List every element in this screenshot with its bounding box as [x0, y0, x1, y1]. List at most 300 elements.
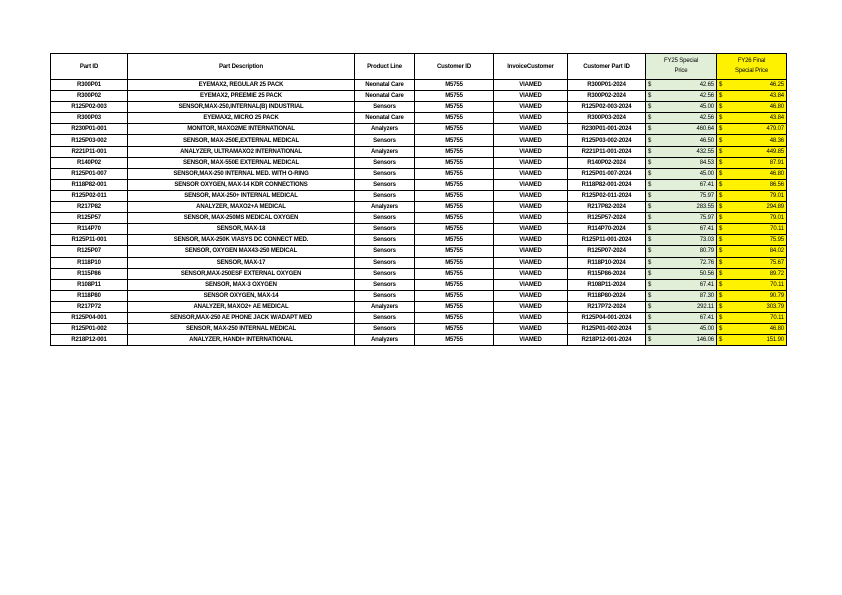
currency-symbol: $ [719, 226, 723, 233]
fy26-price-cell[interactable] [717, 102, 787, 113]
invoice-customer-cell[interactable]: VIAMED [494, 268, 568, 279]
invoice-customer-cell[interactable]: VIAMED [494, 124, 568, 135]
price-amount: 80.79 [699, 248, 714, 255]
fy26-price-cell[interactable] [717, 301, 787, 312]
customer-id-cell[interactable]: M5755 [415, 157, 494, 168]
header-fy25-line1: FY25 Special [664, 58, 698, 65]
customer-part-id-cell[interactable]: R114P70-2024 [568, 224, 646, 235]
invoice-customer-cell[interactable]: VIAMED [494, 146, 568, 157]
currency-symbol: $ [648, 270, 652, 277]
fy25-price-cell[interactable] [646, 324, 717, 335]
part-description-cell[interactable]: SENSOR OXYGEN, MAX-14 KDR CONNECTIONS [128, 179, 355, 190]
customer-part-id-cell[interactable]: R125P03-002-2024 [568, 135, 646, 146]
currency-symbol: $ [648, 248, 652, 255]
header-invoice-customer[interactable]: InvoiceCustomer [494, 54, 568, 80]
price-amount: 75.97 [699, 192, 714, 199]
invoice-customer-cell[interactable]: VIAMED [494, 102, 568, 113]
fy26-price-cell[interactable] [717, 224, 787, 235]
product-line-cell[interactable]: Analyzers [355, 202, 415, 213]
fy25-price-cell[interactable] [646, 124, 717, 135]
part-description-cell[interactable]: SENSOR OXYGEN, MAX-14 [128, 290, 355, 301]
customer-id-cell[interactable]: M5755 [415, 135, 494, 146]
price-amount: 42.56 [699, 115, 714, 122]
fy25-price-cell[interactable] [646, 168, 717, 179]
invoice-customer-cell[interactable]: VIAMED [494, 80, 568, 91]
price-amount: 146.06 [696, 337, 714, 344]
part-id-cell[interactable]: R125P02-003 [51, 102, 128, 113]
invoice-customer-cell[interactable]: VIAMED [494, 157, 568, 168]
currency-symbol: $ [719, 104, 723, 111]
customer-id-cell[interactable]: M5755 [415, 80, 494, 91]
currency-symbol: $ [648, 192, 652, 199]
invoice-customer-cell[interactable]: VIAMED [494, 312, 568, 323]
part-id-cell[interactable]: R125P01-007 [51, 168, 128, 179]
customer-part-id-cell[interactable]: R217P72-2024 [568, 301, 646, 312]
currency-symbol: $ [719, 315, 723, 322]
invoice-customer-cell[interactable]: VIAMED [494, 301, 568, 312]
customer-id-cell[interactable]: M5755 [415, 91, 494, 102]
customer-part-id-cell[interactable]: R125P01-007-2024 [568, 168, 646, 179]
part-description-cell[interactable]: ANALYZER, HANDI+ INTERNATIONAL [128, 335, 355, 346]
currency-symbol: $ [648, 104, 652, 111]
invoice-customer-cell[interactable]: VIAMED [494, 135, 568, 146]
part-id-cell[interactable]: R300P01 [51, 80, 128, 91]
currency-symbol: $ [719, 192, 723, 199]
customer-id-cell[interactable]: M5755 [415, 146, 494, 157]
header-customer-id[interactable]: Customer ID [415, 54, 494, 80]
part-description-cell[interactable]: SENSOR,MAX-250 AE PHONE JACK W/ADAPT MED [128, 312, 355, 323]
part-description-cell[interactable]: EYEMAX2, PREEMIE 25 PACK [128, 91, 355, 102]
table-row [51, 268, 787, 279]
currency-symbol: $ [719, 303, 723, 310]
invoice-customer-cell[interactable]: VIAMED [494, 168, 568, 179]
fy26-price-cell[interactable] [717, 157, 787, 168]
customer-id-cell[interactable]: M5755 [415, 224, 494, 235]
part-id-cell[interactable]: R118P82-001 [51, 179, 128, 190]
fy25-price-cell[interactable] [646, 268, 717, 279]
price-amount: 89.72 [769, 270, 784, 277]
part-id-cell[interactable]: R125P04-001 [51, 312, 128, 323]
price-amount: 70.11 [770, 315, 784, 322]
table-row [51, 224, 787, 235]
currency-symbol: $ [648, 181, 652, 188]
part-id-cell[interactable]: R125P11-001 [51, 235, 128, 246]
currency-symbol: $ [719, 170, 723, 177]
currency-symbol: $ [719, 93, 723, 100]
part-description-cell[interactable]: SENSOR, MAX-3 OXYGEN [128, 279, 355, 290]
part-id-cell[interactable]: R140P02 [51, 157, 128, 168]
customer-id-cell[interactable]: M5755 [415, 102, 494, 113]
product-line-cell[interactable]: Sensors [355, 324, 415, 335]
currency-symbol: $ [648, 148, 652, 155]
part-id-cell[interactable]: R125P57 [51, 213, 128, 224]
product-line-cell[interactable]: Sensors [355, 290, 415, 301]
customer-id-cell[interactable]: M5755 [415, 279, 494, 290]
fy25-price-cell[interactable] [646, 179, 717, 190]
customer-part-id-cell[interactable]: R125P57-2024 [568, 213, 646, 224]
table-row [51, 179, 787, 190]
fy25-price-cell[interactable] [646, 190, 717, 201]
table-row [51, 135, 787, 146]
price-amount: 70.11 [770, 226, 784, 233]
part-description-cell[interactable]: EYEMAX2, REGULAR 25 PACK [128, 80, 355, 91]
price-amount: 46.25 [769, 82, 784, 89]
currency-symbol: $ [719, 237, 723, 244]
customer-id-cell[interactable]: M5755 [415, 190, 494, 201]
header-fy25-line2: Price [674, 67, 688, 74]
table-row [51, 80, 787, 91]
product-line-cell[interactable]: Sensors [355, 102, 415, 113]
currency-symbol: $ [719, 126, 723, 133]
currency-symbol: $ [719, 115, 723, 122]
currency-symbol: $ [648, 137, 652, 144]
part-id-cell[interactable]: R115P86 [51, 268, 128, 279]
product-line-cell[interactable]: Sensors [355, 179, 415, 190]
product-line-cell[interactable]: Sensors [355, 268, 415, 279]
currency-symbol: $ [648, 292, 652, 299]
invoice-customer-cell[interactable]: VIAMED [494, 279, 568, 290]
part-description-cell[interactable]: ANALYZER, MAXO2+A MEDICAL [128, 202, 355, 213]
fy25-price-cell[interactable] [646, 135, 717, 146]
invoice-customer-cell[interactable]: VIAMED [494, 91, 568, 102]
product-line-cell[interactable]: Sensors [355, 224, 415, 235]
customer-part-id-cell[interactable]: R125P07-2024 [568, 246, 646, 257]
fy26-price-cell[interactable] [717, 80, 787, 91]
fy26-price-cell[interactable] [717, 324, 787, 335]
price-amount: 67.41 [699, 281, 714, 288]
table-row [51, 202, 787, 213]
price-amount: 48.36 [769, 137, 784, 144]
invoice-customer-cell[interactable]: VIAMED [494, 335, 568, 346]
price-amount: 43.84 [769, 115, 784, 122]
fy26-price-cell[interactable] [717, 190, 787, 201]
fy26-price-cell[interactable] [717, 91, 787, 102]
currency-symbol: $ [648, 115, 652, 122]
fy26-price-cell[interactable] [717, 146, 787, 157]
fy25-price-cell[interactable] [646, 224, 717, 235]
customer-id-cell[interactable]: M5755 [415, 113, 494, 124]
header-row [51, 54, 787, 80]
customer-id-cell[interactable]: M5755 [415, 257, 494, 268]
part-id-cell[interactable]: R118P80 [51, 290, 128, 301]
table-row [51, 301, 787, 312]
part-id-cell[interactable]: R125P02-011 [51, 190, 128, 201]
fy26-price-cell[interactable] [717, 312, 787, 323]
price-amount: 45.00 [699, 326, 714, 333]
invoice-customer-cell[interactable]: VIAMED [494, 179, 568, 190]
part-description-cell[interactable]: SENSOR,MAX-250,INTERNAL(B) INDUSTRIAL [128, 102, 355, 113]
part-id-cell[interactable]: R230P01-001 [51, 124, 128, 135]
price-amount: 87.91 [769, 159, 784, 166]
part-description-cell[interactable]: SENSOR, MAX-550E EXTERNAL MEDICAL [128, 157, 355, 168]
currency-symbol: $ [719, 137, 723, 144]
fy25-price-cell[interactable] [646, 301, 717, 312]
product-line-cell[interactable]: Sensors [355, 157, 415, 168]
price-amount: 46.80 [769, 170, 784, 177]
fy25-price-cell[interactable] [646, 102, 717, 113]
customer-id-cell[interactable]: M5755 [415, 124, 494, 135]
invoice-customer-cell[interactable]: VIAMED [494, 202, 568, 213]
product-line-cell[interactable]: Sensors [355, 168, 415, 179]
table-row [51, 124, 787, 135]
product-line-cell[interactable]: Analyzers [355, 301, 415, 312]
table-row [51, 246, 787, 257]
part-id-cell[interactable]: R125P01-002 [51, 324, 128, 335]
product-line-cell[interactable]: Sensors [355, 312, 415, 323]
fy26-price-cell[interactable] [717, 202, 787, 213]
price-amount: 72.76 [699, 259, 714, 266]
customer-id-cell[interactable]: M5755 [415, 235, 494, 246]
table-row [51, 102, 787, 113]
product-line-cell[interactable]: Sensors [355, 235, 415, 246]
fy26-price-cell[interactable] [717, 113, 787, 124]
product-line-cell[interactable]: Sensors [355, 257, 415, 268]
part-description-cell[interactable]: SENSOR, MAX-250 INTERNAL MEDICAL [128, 324, 355, 335]
currency-symbol: $ [719, 292, 723, 299]
product-line-cell[interactable]: Neonatal Care [355, 113, 415, 124]
customer-part-id-cell[interactable]: R118P82-001-2024 [568, 179, 646, 190]
fy25-price-cell[interactable] [646, 202, 717, 213]
fy25-price-cell[interactable] [646, 257, 717, 268]
fy26-price-cell[interactable] [717, 279, 787, 290]
table-row [51, 91, 787, 102]
header-customer-part-id[interactable]: Customer Part ID [568, 54, 646, 80]
currency-symbol: $ [648, 337, 652, 344]
part-description-cell[interactable]: SENSOR, MAX-250K VIASYS DC CONNECT MED. [128, 235, 355, 246]
table-row [51, 146, 787, 157]
price-table [50, 53, 787, 346]
customer-part-id-cell[interactable]: R125P02-003-2024 [568, 102, 646, 113]
currency-symbol: $ [648, 326, 652, 333]
part-description-cell[interactable]: SENSOR, MAX-250E,EXTERNAL MEDICAL [128, 135, 355, 146]
fy25-price-cell[interactable] [646, 146, 717, 157]
invoice-customer-cell[interactable]: VIAMED [494, 246, 568, 257]
invoice-customer-cell[interactable]: VIAMED [494, 213, 568, 224]
table-row [51, 113, 787, 124]
customer-part-id-cell[interactable]: R115P86-2024 [568, 268, 646, 279]
customer-part-id-cell[interactable]: R230P01-001-2024 [568, 124, 646, 135]
product-line-cell[interactable]: Sensors [355, 246, 415, 257]
fy25-price-cell[interactable] [646, 279, 717, 290]
product-line-cell[interactable]: Neonatal Care [355, 91, 415, 102]
price-amount: 84.02 [769, 248, 784, 255]
product-line-cell[interactable]: Analyzers [355, 124, 415, 135]
customer-id-cell[interactable]: M5755 [415, 202, 494, 213]
header-fy26-final-special-price[interactable] [717, 54, 787, 80]
price-amount: 479.07 [766, 126, 784, 133]
customer-part-id-cell[interactable]: R125P02-011-2024 [568, 190, 646, 201]
invoice-customer-cell[interactable]: VIAMED [494, 290, 568, 301]
product-line-cell[interactable]: Sensors [355, 213, 415, 224]
fy26-price-cell[interactable] [717, 257, 787, 268]
customer-part-id-cell[interactable]: R108P11-2024 [568, 279, 646, 290]
part-description-cell[interactable]: SENSOR, MAX-250MS MEDICAL OXYGEN [128, 213, 355, 224]
part-id-cell[interactable]: R125P07 [51, 246, 128, 257]
price-amount: 43.84 [769, 93, 784, 100]
product-line-cell[interactable]: Sensors [355, 190, 415, 201]
currency-symbol: $ [648, 315, 652, 322]
customer-part-id-cell[interactable]: R118P10-2024 [568, 257, 646, 268]
fy25-price-cell[interactable] [646, 113, 717, 124]
currency-symbol: $ [719, 204, 723, 211]
customer-part-id-cell[interactable]: R140P02-2024 [568, 157, 646, 168]
part-description-cell[interactable]: SENSOR, MAX-250+ INTERNAL MEDICAL [128, 190, 355, 201]
product-line-cell[interactable]: Neonatal Care [355, 80, 415, 91]
header-part-description[interactable]: Part Description [128, 54, 355, 80]
customer-id-cell[interactable]: M5755 [415, 213, 494, 224]
customer-part-id-cell[interactable]: R300P02-2024 [568, 91, 646, 102]
price-amount: 84.53 [699, 159, 714, 166]
fy26-price-cell[interactable] [717, 135, 787, 146]
header-product-line[interactable]: Product Line [355, 54, 415, 80]
customer-part-id-cell[interactable]: R300P01-2024 [568, 80, 646, 91]
currency-symbol: $ [719, 270, 723, 277]
fy26-price-cell[interactable] [717, 335, 787, 346]
header-fy26-line2: Special Price [734, 67, 769, 74]
fy25-price-cell[interactable] [646, 246, 717, 257]
fy26-price-cell[interactable] [717, 235, 787, 246]
price-amount: 86.56 [769, 181, 784, 188]
header-fy26-line1: FY26 Final [737, 58, 766, 65]
part-id-cell[interactable]: R218P12-001 [51, 335, 128, 346]
fy25-price-cell[interactable] [646, 235, 717, 246]
part-description-cell[interactable]: SENSOR,MAX-250ESF EXTERNAL OXYGEN [128, 268, 355, 279]
currency-symbol: $ [648, 259, 652, 266]
price-amount: 303.79 [766, 303, 784, 310]
currency-symbol: $ [648, 204, 652, 211]
fy25-price-cell[interactable] [646, 312, 717, 323]
part-id-cell[interactable]: R217P72 [51, 301, 128, 312]
invoice-customer-cell[interactable]: VIAMED [494, 113, 568, 124]
customer-id-cell[interactable]: M5755 [415, 324, 494, 335]
invoice-customer-cell[interactable]: VIAMED [494, 257, 568, 268]
currency-symbol: $ [719, 248, 723, 255]
table-row [51, 213, 787, 224]
currency-symbol: $ [648, 126, 652, 133]
price-amount: 45.00 [699, 104, 714, 111]
customer-part-id-cell[interactable]: R218P12-001-2024 [568, 335, 646, 346]
customer-part-id-cell[interactable]: R300P03-2024 [568, 113, 646, 124]
customer-id-cell[interactable]: M5755 [415, 179, 494, 190]
table-row [51, 290, 787, 301]
price-amount: 70.11 [770, 281, 784, 288]
part-description-cell[interactable]: ANALYZER, ULTRAMAXO2 INTERNATIONAL [128, 146, 355, 157]
customer-id-cell[interactable]: M5755 [415, 290, 494, 301]
customer-id-cell[interactable]: M5755 [415, 335, 494, 346]
part-id-cell[interactable]: R300P03 [51, 113, 128, 124]
customer-part-id-cell[interactable]: R125P11-001-2024 [568, 235, 646, 246]
fy26-price-cell[interactable] [717, 179, 787, 190]
customer-id-cell[interactable]: M5755 [415, 312, 494, 323]
customer-part-id-cell[interactable]: R217P82-2024 [568, 202, 646, 213]
product-line-cell[interactable]: Sensors [355, 279, 415, 290]
product-line-cell[interactable]: Analyzers [355, 335, 415, 346]
part-description-cell[interactable]: SENSOR, OXYGEN MAX43-250 MEDICAL [128, 246, 355, 257]
part-description-cell[interactable]: SENSOR,MAX-250 INTERNAL MED. WITH O-RING [128, 168, 355, 179]
customer-part-id-cell[interactable]: R221P11-001-2024 [568, 146, 646, 157]
price-amount: 460.64 [696, 126, 714, 133]
header-fy25-special-price[interactable] [646, 54, 717, 80]
part-id-cell[interactable]: R108P11 [51, 279, 128, 290]
fy26-price-cell[interactable] [717, 268, 787, 279]
fy25-price-cell[interactable] [646, 290, 717, 301]
header-part-id[interactable]: Part ID [51, 54, 128, 80]
price-amount: 67.41 [699, 181, 714, 188]
currency-symbol: $ [648, 303, 652, 310]
part-description-cell[interactable]: SENSOR, MAX-18 [128, 224, 355, 235]
part-description-cell[interactable]: MONITOR, MAXO2ME INTERNATIONAL [128, 124, 355, 135]
customer-id-cell[interactable]: M5755 [415, 301, 494, 312]
customer-part-id-cell[interactable]: R118P80-2024 [568, 290, 646, 301]
currency-symbol: $ [719, 259, 723, 266]
table-row [51, 190, 787, 201]
invoice-customer-cell[interactable]: VIAMED [494, 324, 568, 335]
currency-symbol: $ [648, 215, 652, 222]
currency-symbol: $ [648, 82, 652, 89]
currency-symbol: $ [648, 93, 652, 100]
currency-symbol: $ [719, 82, 723, 89]
product-line-cell[interactable]: Sensors [355, 135, 415, 146]
customer-part-id-cell[interactable]: R125P01-002-2024 [568, 324, 646, 335]
table-row [51, 312, 787, 323]
part-description-cell[interactable]: SENSOR, MAX-17 [128, 257, 355, 268]
product-line-cell[interactable]: Analyzers [355, 146, 415, 157]
price-amount: 50.56 [699, 270, 714, 277]
invoice-customer-cell[interactable]: VIAMED [494, 224, 568, 235]
fy26-price-cell[interactable] [717, 246, 787, 257]
fy26-price-cell[interactable] [717, 168, 787, 179]
fy26-price-cell[interactable] [717, 124, 787, 135]
fy25-price-cell[interactable] [646, 335, 717, 346]
price-amount: 283.55 [696, 204, 714, 211]
customer-id-cell[interactable]: M5755 [415, 246, 494, 257]
price-amount: 90.79 [769, 292, 784, 299]
part-description-cell[interactable]: ANALYZER, MAXO2+ AE MEDICAL [128, 301, 355, 312]
part-id-cell[interactable]: R125P03-002 [51, 135, 128, 146]
table-row [51, 279, 787, 290]
part-id-cell[interactable]: R217P82 [51, 202, 128, 213]
part-description-cell[interactable]: EYEMAX2, MICRO 25 PACK [128, 113, 355, 124]
price-amount: 449.85 [766, 148, 784, 155]
currency-symbol: $ [648, 281, 652, 288]
currency-symbol: $ [719, 181, 723, 188]
part-id-cell[interactable]: R114P70 [51, 224, 128, 235]
part-id-cell[interactable]: R118P10 [51, 257, 128, 268]
price-amount: 87.30 [699, 292, 714, 299]
currency-symbol: $ [719, 159, 723, 166]
table-row [51, 324, 787, 335]
fy25-price-cell[interactable] [646, 157, 717, 168]
customer-part-id-cell[interactable]: R125P04-001-2024 [568, 312, 646, 323]
fy26-price-cell[interactable] [717, 290, 787, 301]
fy26-price-cell[interactable] [717, 213, 787, 224]
fy25-price-cell[interactable] [646, 213, 717, 224]
price-amount: 67.41 [699, 315, 714, 322]
fy25-price-cell[interactable] [646, 80, 717, 91]
currency-symbol: $ [648, 159, 652, 166]
customer-id-cell[interactable]: M5755 [415, 168, 494, 179]
customer-id-cell[interactable]: M5755 [415, 268, 494, 279]
part-id-cell[interactable]: R300P02 [51, 91, 128, 102]
price-amount: 42.56 [699, 93, 714, 100]
invoice-customer-cell[interactable]: VIAMED [494, 235, 568, 246]
price-amount: 46.50 [699, 137, 714, 144]
invoice-customer-cell[interactable]: VIAMED [494, 190, 568, 201]
currency-symbol: $ [648, 170, 652, 177]
table-row [51, 335, 787, 346]
part-id-cell[interactable]: R221P11-001 [51, 146, 128, 157]
fy25-price-cell[interactable] [646, 91, 717, 102]
